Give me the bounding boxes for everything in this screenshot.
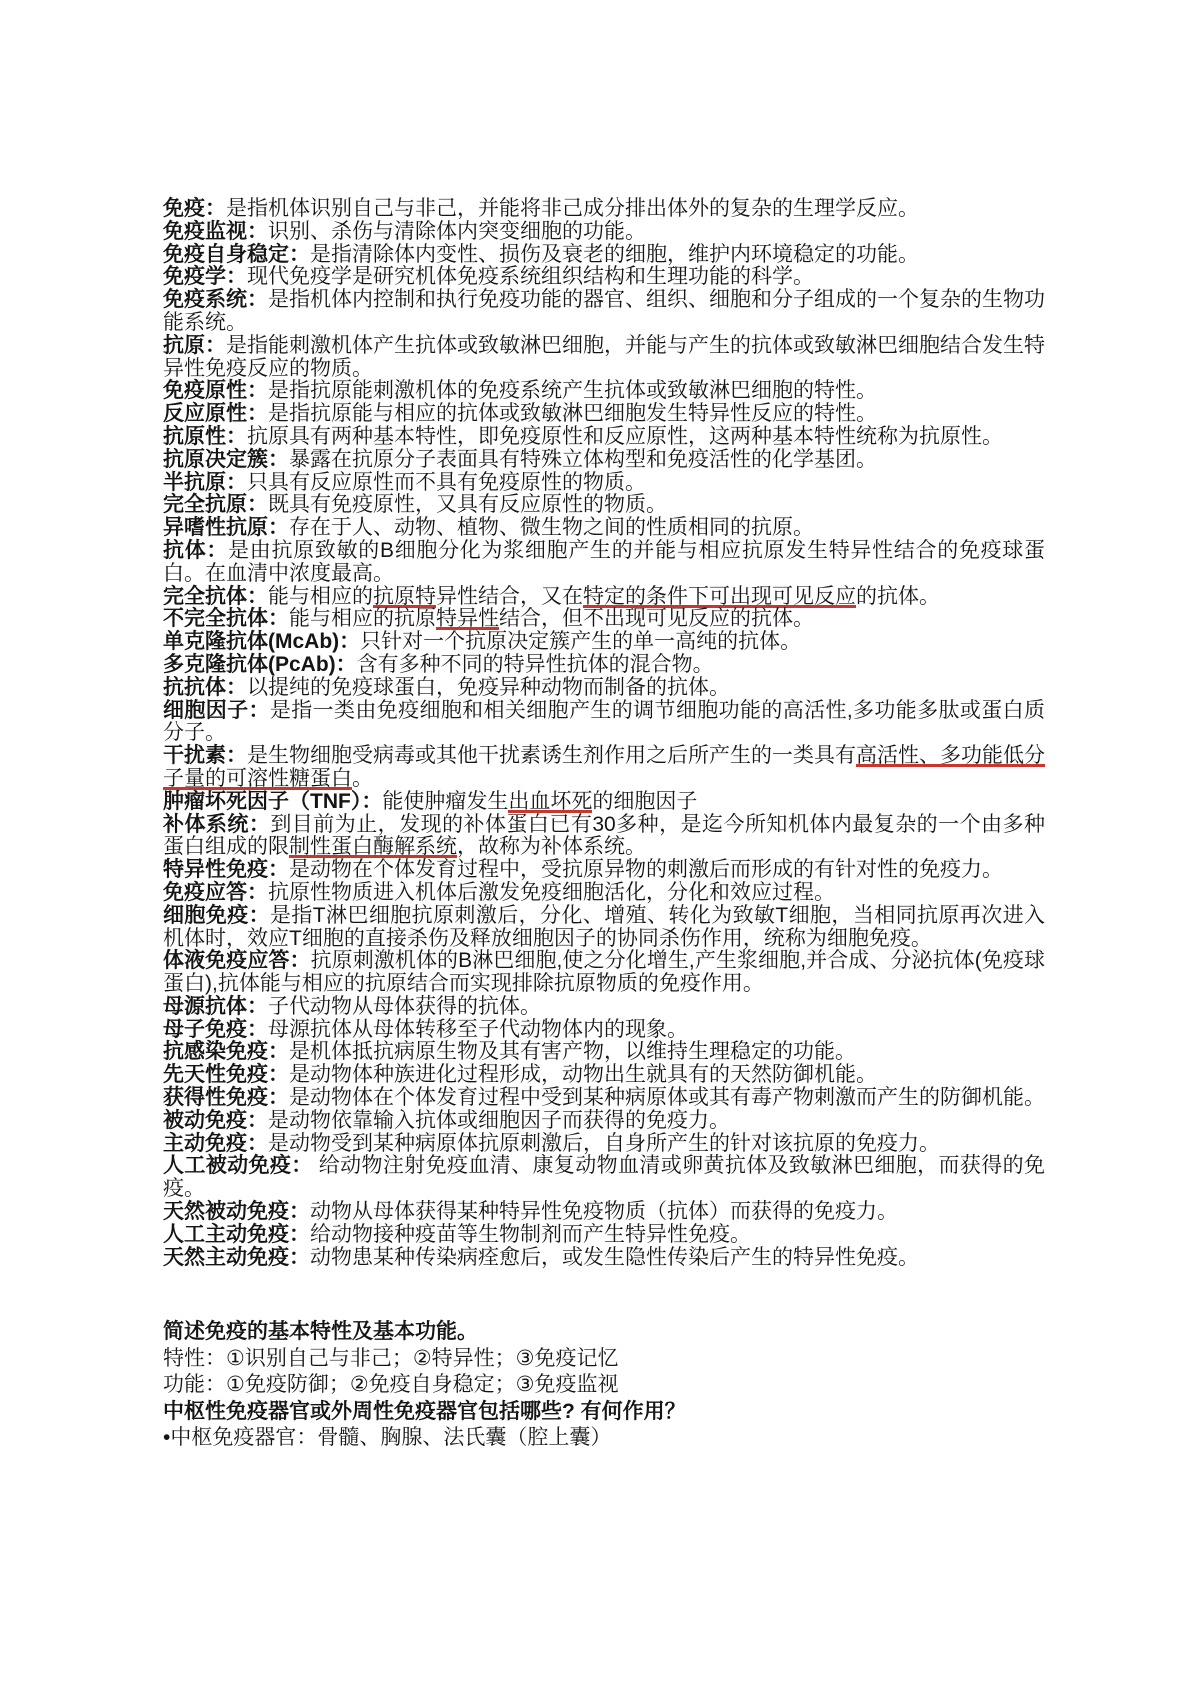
- definition-term: 免疫原性：: [163, 379, 268, 403]
- red-underline-annotation: 特定的条件下可出现可见反应: [583, 584, 856, 608]
- definition-line: [163, 380, 1045, 403]
- definition-text: 是机体抵抗病原生物及其有害产物，以维持生理稳定的功能。: [289, 1040, 856, 1064]
- definition-line: [163, 472, 1045, 495]
- definition-text: 结合，但不出现可见反应的抗体。: [499, 607, 814, 631]
- definition-term: 免疫监视：: [163, 219, 268, 243]
- definition-line: [163, 586, 1045, 609]
- definition-term: 先天性免疫：: [163, 1063, 289, 1087]
- definition-term: 细胞免疫：: [163, 903, 270, 927]
- red-underline-annotation: 特异性: [436, 607, 499, 631]
- definition-line: [163, 1041, 1045, 1064]
- definition-text: 抗原具有两种基本特性，即免疫原性和反应原性，这两种基本特性统称为抗原性。: [247, 424, 1003, 448]
- definition-text: 抗原刺激机体的B淋巴细胞,使之分化增生,产生浆细胞,并合成、分泌抗体(免疫球蛋白),抗体能与相应的抗原结合而实现排除抗原物质的免疫作用。: [163, 949, 1045, 996]
- definition-text: 是指T淋巴细胞抗原刺激后，分化、增殖、转化为致敏T细胞，当相同抗原再次进入机体时，效应T细胞的直接杀伤及释放细胞因子的协同杀伤作用，统称为细胞免疫。: [163, 903, 1046, 950]
- definition-line: [163, 1155, 1045, 1201]
- definition-text: 是动物受到某种病原体抗原刺激后，自身所产生的针对该抗原的免疫力。: [268, 1131, 940, 1155]
- red-underline-annotation: 出血坏死: [508, 789, 593, 813]
- definition-term: 完全抗原：: [163, 493, 268, 517]
- answer-line: •中枢免疫器官：骨髓、胸腺、法氏囊（腔上囊）: [163, 1426, 612, 1450]
- definition-line: [163, 745, 1045, 791]
- definition-text: 。: [352, 766, 373, 790]
- definition-line: [163, 700, 1045, 746]
- document-content: [163, 198, 1045, 1452]
- definition-text: 只针对一个抗原决定簇产生的单一高纯的抗体。: [360, 630, 802, 654]
- answer-line: 功能：①免疫防御；②免疫自身稳定；③免疫监视: [163, 1373, 619, 1397]
- definition-line: [163, 1224, 1045, 1247]
- definition-text: 是生物细胞受病毒或其他干扰素诱生剂作用之后所产生的一类具有: [247, 744, 856, 768]
- definition-term: 单克隆抗体(McAb)：: [163, 630, 361, 654]
- answer-line: 特性：①识别自己与非己；②特异性；③免疫记忆: [163, 1346, 619, 1370]
- definition-line: [163, 335, 1045, 381]
- definition-text: 母源抗体从母体转移至子代动物体内的现象。: [268, 1017, 688, 1041]
- definition-term: 体液免疫应答：: [163, 949, 311, 973]
- definitions-list: [163, 198, 1045, 1269]
- definition-term: 人工被动免疫：: [163, 1154, 313, 1178]
- definition-line: [163, 1133, 1045, 1156]
- definition-text: 能与相应的: [268, 584, 373, 608]
- definition-term: 免疫自身稳定：: [163, 242, 310, 266]
- definition-line: [163, 814, 1045, 860]
- qa-section: [163, 1319, 1045, 1452]
- definition-text: 子代动物从母体获得的抗体。: [268, 994, 541, 1018]
- definition-line: [163, 494, 1045, 517]
- definition-term: 异嗜性抗原：: [163, 516, 289, 540]
- red-underline-annotation: 抗原特: [373, 584, 436, 608]
- definition-text: 是动物依靠输入抗体或细胞因子而获得的免疫力。: [268, 1108, 730, 1132]
- definition-text: 的细胞因子: [592, 789, 698, 813]
- definition-term: 肿瘤坏死因子（TNF）：: [163, 789, 383, 813]
- definition-term: 免疫学：: [163, 265, 247, 289]
- definition-term: 干扰素：: [163, 744, 247, 768]
- definition-term: 抗抗体：: [163, 675, 247, 699]
- red-underline-annotation: 高活性、多功能低分子量的可溶性糖蛋白: [163, 744, 1045, 790]
- definition-term: 多克隆抗体(PcAb)：: [163, 652, 357, 676]
- definition-line: [163, 1064, 1045, 1087]
- definition-line: [163, 266, 1045, 289]
- definition-term: 获得性免疫：: [163, 1086, 289, 1110]
- definition-term: 免疫：: [163, 197, 226, 220]
- definition-text: 给动物注射免疫血清、康复动物血清或卵黄抗体及致敏淋巴细胞，而获得的免疫。: [163, 1154, 1045, 1201]
- definition-term: 被动免疫：: [163, 1108, 268, 1132]
- definition-line: [163, 289, 1045, 335]
- definition-text: 是动物体在个体发育过程中受到某种病原体或其有毒产物刺激而产生的防御机能。: [289, 1086, 1045, 1110]
- definition-term: 天然被动免疫：: [163, 1200, 310, 1224]
- definition-line: [163, 403, 1045, 426]
- definition-text: 是指机体识别自己与非己，并能将非己成分排出体外的复杂的生理学反应。: [226, 197, 919, 220]
- definition-line: [163, 517, 1045, 540]
- definition-text: 只具有反应原性而不具有免疫原性的物质。: [247, 470, 646, 494]
- definition-line: [163, 244, 1045, 267]
- definition-line: [163, 1247, 1045, 1270]
- definition-text: 暴露在抗原分子表面具有特殊立体构型和免疫活性的化学基团。: [289, 447, 877, 471]
- definition-text: 到目前为止，发现的补体蛋白已有30多种，是迄今所知机体内最复杂的一个由多种蛋白组成的限: [163, 812, 1046, 859]
- question-heading: 简述免疫的基本特性及基本功能。: [163, 1320, 478, 1344]
- definition-term: 抗体：: [163, 538, 229, 562]
- definition-term: 免疫应答：: [163, 880, 268, 904]
- definition-text: 既具有免疫原性，又具有反应原性的物质。: [268, 493, 667, 517]
- definition-term: 半抗原：: [163, 470, 247, 494]
- definition-text: 异性结合，又在: [436, 584, 583, 608]
- definition-text: 能使肿瘤发生: [382, 789, 509, 813]
- definition-line: [163, 221, 1045, 244]
- definition-term: 抗原性：: [163, 424, 247, 448]
- definition-line: [163, 631, 1045, 654]
- definition-text: 是指机体内控制和执行免疫功能的器官、组织、细胞和分子组成的一个复杂的生物功能系统。: [163, 288, 1045, 334]
- definition-text: 是指抗原能刺激机体的免疫系统产生抗体或致敏淋巴细胞的特性。: [268, 379, 877, 403]
- definition-term: 补体系统：: [163, 812, 271, 836]
- definition-term: 免疫系统：: [163, 288, 268, 312]
- definition-line: [163, 426, 1045, 449]
- definition-text: 现代免疫学是研究机体免疫系统组织结构和生理功能的科学。: [247, 265, 814, 289]
- definition-line: [163, 654, 1045, 677]
- definition-text: 是由抗原致敏的B细胞分化为浆细胞产生的并能与相应抗原发生特异性结合的免疫球蛋白。在血清中浓度最高。: [163, 538, 1045, 585]
- definition-term: 主动免疫：: [163, 1131, 268, 1155]
- definition-text: 能与相应的抗原: [289, 607, 436, 631]
- definition-text: 是指抗原能与相应的抗体或致敏淋巴细胞发生特异性反应的特性。: [268, 402, 877, 426]
- definition-text: 存在于人、动物、植物、微生物之间的性质相同的抗原。: [289, 516, 814, 540]
- question-heading: 中枢性免疫器官或外周性免疫器官包括哪些? 有何作用？: [163, 1399, 686, 1423]
- definition-term: 天然主动免疫：: [163, 1245, 310, 1269]
- definition-line: [163, 791, 1045, 814]
- definition-text: 是指能刺激机体产生抗体或致敏淋巴细胞，并能与产生的抗体或致敏淋巴细胞结合发生特异性免疫反应的物质。: [163, 333, 1045, 380]
- definition-term: 特异性免疫：: [163, 858, 289, 882]
- definition-term: 完全抗体：: [163, 584, 268, 608]
- definition-line: [163, 882, 1045, 905]
- definition-text: 抗原性物质进入机体后激发免疫细胞活化，分化和效应过程。: [268, 880, 835, 904]
- definition-line: [163, 1110, 1045, 1133]
- definition-text: ，故称为补体系统。: [457, 835, 646, 859]
- definition-line: [163, 198, 1045, 221]
- definition-line: [163, 677, 1045, 700]
- definition-line: [163, 449, 1045, 472]
- definition-term: 抗原决定簇：: [163, 447, 289, 471]
- definition-text: 含有多种不同的特异性抗体的混合物。: [356, 652, 714, 676]
- definition-term: 抗原：: [163, 333, 226, 357]
- definition-text: 是动物在个体发育过程中，受抗原异物的刺激后而形成的有针对性的免疫力。: [289, 858, 1003, 882]
- definition-text: 是指一类由免疫细胞和相关细胞产生的调节细胞功能的高活性,多功能多肽或蛋白质分子。: [163, 698, 1045, 745]
- definition-line: [163, 950, 1045, 996]
- definition-line: [163, 1087, 1045, 1110]
- definition-term: 母源抗体：: [163, 994, 268, 1018]
- definition-line: [163, 905, 1045, 951]
- definition-line: [163, 1201, 1045, 1224]
- red-underline-annotation: 制性蛋白酶解系统: [289, 835, 457, 859]
- definition-text: 是动物体种族进化过程形成，动物出生就具有的天然防御机能。: [289, 1063, 877, 1087]
- definition-text: 给动物接种疫苗等生物制剂而产生特异性免疫。: [310, 1222, 751, 1246]
- definition-text: 的抗体。: [856, 584, 940, 608]
- definition-term: 不完全抗体：: [163, 607, 289, 631]
- definition-text: 识别、杀伤与清除体内突变细胞的功能。: [268, 219, 646, 243]
- definition-term: 人工主动免疫：: [163, 1222, 310, 1246]
- definition-text: 是指清除体内变性、损伤及衰老的细胞，维护内环境稳定的功能。: [310, 242, 919, 266]
- definition-text: 动物患某种传染病痊愈后，或发生隐性传染后产生的特异性免疫。: [310, 1245, 919, 1269]
- definition-term: 抗感染免疫：: [163, 1040, 289, 1064]
- definition-term: 母子免疫：: [163, 1017, 268, 1041]
- definition-line: [163, 540, 1045, 586]
- definition-line: [163, 1019, 1045, 1042]
- definition-line: [163, 859, 1045, 882]
- definition-text: 动物从母体获得某种特异性免疫物质（抗体）而获得的免疫力。: [310, 1200, 898, 1224]
- definition-line: [163, 608, 1045, 631]
- definition-line: [163, 996, 1045, 1019]
- definition-text: 以提纯的免疫球蛋白，免疫异种动物而制备的抗体。: [247, 675, 730, 699]
- definition-term: 细胞因子：: [163, 698, 270, 722]
- definition-term: 反应原性：: [163, 402, 268, 426]
